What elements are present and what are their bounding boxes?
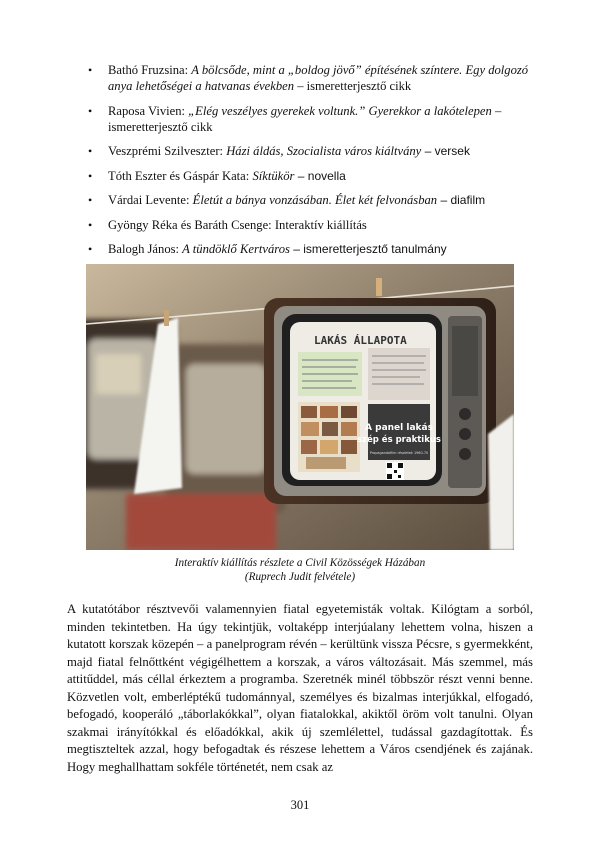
bullet-icon: • (88, 242, 93, 256)
item-title: Életút a bánya vonzásában. Élet két felvonásban (192, 193, 438, 207)
bullet-icon: • (88, 217, 93, 232)
knob-icon (459, 408, 471, 420)
poster-photo-collage (298, 402, 360, 472)
knob-icon (459, 448, 471, 460)
bullet-icon: • (88, 63, 93, 77)
contributors-list (84, 62, 536, 266)
bullet-icon: • (88, 103, 93, 118)
item-genre: – ismeretterjesztő tanulmány (289, 242, 447, 256)
caption-line-1: Interaktív kiállítás részlete a Civil Közösségek Házában (174, 557, 426, 569)
item-author: Várdai Levente: (108, 193, 193, 207)
list-item (84, 62, 536, 94)
item-title: A bölcsőde, mint a „boldog jövő” építésének színtere. Egy dolgozó anya lehetőségei a hatvanas években (108, 63, 529, 93)
ad-line-1: A panel lakás (365, 423, 433, 433)
photo-caption (86, 556, 514, 584)
main-tv (264, 298, 496, 504)
item-genre: – diafilm (437, 193, 486, 207)
hanging-paper (488, 414, 514, 550)
clothespin-icon (376, 278, 382, 296)
list-item (84, 103, 536, 135)
item-author: Bathó Fruzsina: (108, 63, 192, 77)
list-item (84, 241, 536, 257)
item-genre: – ismeretterjesztő cikk (294, 79, 412, 93)
item-author: Gyöngy Réka és Baráth Csenge: Interaktív kiállítás (108, 217, 367, 232)
list-item (84, 217, 536, 233)
page-number: 301 (290, 798, 310, 812)
body-paragraph: A kutatótábor résztvevői valamennyien fiatal egyetemisták voltak. Kilógtam a sorból, minden tekintetben. Ha úgy tekintjük, voltaképp interjúalany lehettem volna, hiszen a kutatott korszak közepén – a panelprogram révén – kerültünk vissza Pécsre, s gyermekként, majd fiatal felnőttként végigélhettem a korszak, a város változásait. Más szemmel, más attitűddel, más céllal érkeztem a programba. Szeretnék minél többször részt venni benne. Közvetlen volt, emberléptékű tudománnyal, személyes és bizalmas interjúkkal, elfogadó, befogadó, kooperáló „táborlakókkal”, olyan fiatalokkal, akiktől öröm volt tanulni. Olyan szakmai irányítókkal és előadókkal, akik új szemlélettel, tudással gazdagítottak. És megtiszteltek azzal, hogy befogadtak és részese lehettem a Város csendjének és zajának. Hogy meghallhattam sokféle történetét, nem csak az (67, 602, 533, 774)
photo-illustration (86, 264, 514, 550)
tv-heading: LAKÁS ÁLLAPOTA (314, 334, 407, 347)
bullet-icon: • (88, 193, 93, 207)
item-author: Raposa Vivien: (108, 103, 189, 118)
item-author: Tóth Eszter és Gáspár Kata: (108, 168, 253, 183)
item-genre: – novella (294, 168, 346, 183)
ad-small-line: Propagandafilm részletek 1960-70 (369, 451, 429, 455)
list-item (84, 168, 536, 184)
exhibition-photo (86, 264, 514, 550)
ad-line-2: szép és praktikus (356, 435, 442, 445)
item-title: Házi áldás, Szocialista város kiáltvány (226, 144, 422, 158)
caption-line-2: (Ruprech Judit felvétele) (244, 571, 356, 583)
bullet-icon: • (88, 168, 93, 183)
knob-icon (459, 428, 471, 440)
bullet-icon: • (88, 144, 93, 158)
item-title: A tündöklő Kertváros (182, 242, 290, 256)
list-item (84, 192, 536, 208)
item-author: Veszprémi Szilveszter: (108, 144, 227, 158)
item-author: Balogh János: (108, 242, 183, 256)
item-genre: – ismeretterjesztő cikk (108, 103, 502, 134)
item-genre: – versek (421, 144, 470, 158)
qr-code-icon (386, 462, 404, 480)
clothespin-icon (164, 310, 169, 326)
list-item (84, 143, 536, 159)
item-title: Síktükör (252, 168, 295, 183)
item-title: „Elég veszélyes gyerekek voltunk.” Gyerekkor a lakótelepen (188, 103, 492, 118)
